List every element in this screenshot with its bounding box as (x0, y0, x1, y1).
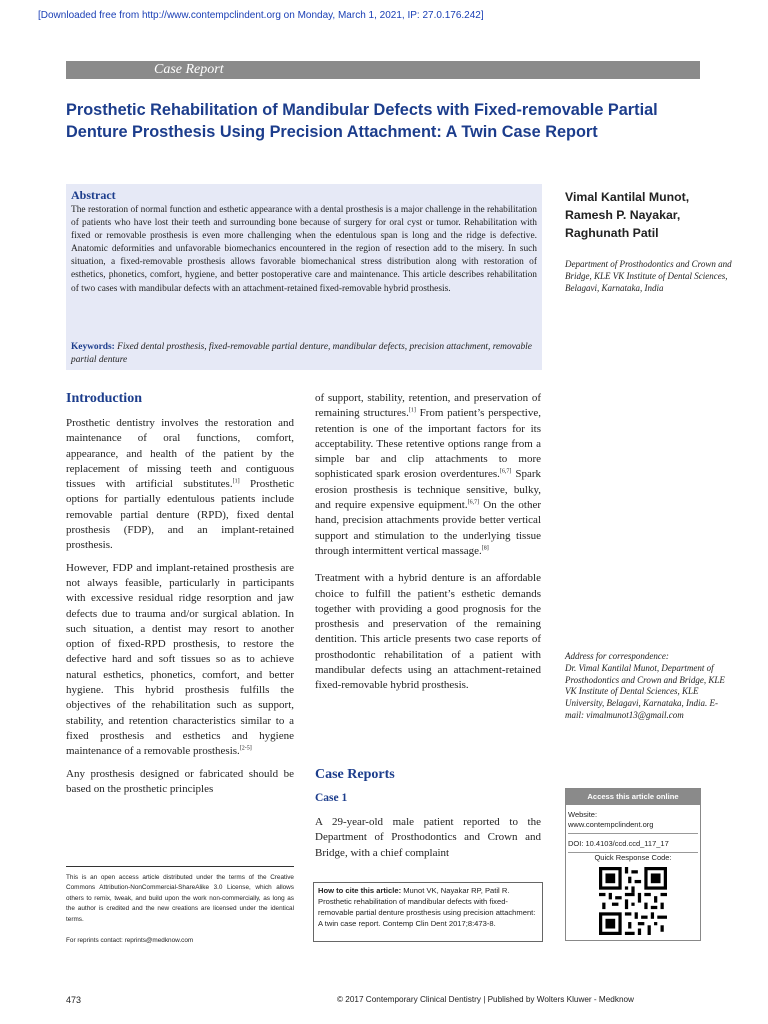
website-row (568, 810, 698, 834)
reference-mark[interactable]: [1] (232, 478, 240, 485)
abstract-heading: Abstract (71, 188, 116, 202)
column-middle (315, 391, 541, 701)
keywords-label: Keywords: (71, 342, 115, 352)
citation-text: How to cite this article: Munot VK, Nayakar RP, Patil R. Prosthetic rehabilitation of mandibular defects with fixed-removable partial denture prosthesis using precision attachment: A twin case report. Contemp Clin Dent 2017;8:473-8. (318, 886, 536, 928)
introduction-heading: Introduction (66, 391, 142, 406)
author-name: Raghunath Patil (565, 226, 659, 240)
author-list (565, 188, 755, 242)
case-reports-heading: Case Reports (315, 767, 395, 782)
reference-mark[interactable]: [6,7] (467, 499, 480, 506)
access-online-box (565, 788, 701, 941)
qr-label: Quick Response Code: (594, 853, 672, 862)
abstract-text: The restoration of normal function and esthetic appearance with a dental prosthesis is a major challenge in the rehabilitation of patients who have lost their teeth and surrounding bone because of surgery for oral cyst or tumor. Rehabilitation with fixed or removable prosthesis is even more challenging when the edentulous span is long and the ridge is defective. Anatomic deformities and unfavorable biomechanics encountered in the region of resection add to the misery. In such situation, a fixed-removable prosthesis allows favorable biomechanical stress distribution along with restoration of esthetics, phonetics, comfort, hygiene, and better postoperative care and maintenance. This article describes rehabilitation of two cases with mandibular defects with an attachment-retained fixed-removable hybrid prosthesis. (71, 205, 537, 294)
author-name: Ramesh P. Nayakar, (565, 208, 681, 222)
reference-mark[interactable]: [8] (481, 545, 489, 552)
doi-row[interactable]: DOI: 10.4103/ccd.ccd_117_17 (568, 839, 698, 853)
author-affiliation: Department of Prosthodontics and Crown and Bridge, KLE VK Institute of Dental Sciences, Belagavi, Karnataka, India (565, 259, 732, 294)
author-name: Vimal Kantilal Munot, (565, 190, 690, 204)
correspondence-address (565, 651, 725, 722)
paragraph: However, FDP and implant-retained prosthesis are not always feasible, particularly in participants with excessive residual ridge resorption and jaw defects due to trauma and/or surgical ablation. In such situation, a dentist may resort to another option of fixed-RPD prosthesis, to restore the defective hard and soft tissues so as to achieve natural esthetics, phonetics, comfort, and better hygiene. This hybrid prosthesis fulfills the objectives of the rehabilitation such as support, stability, and retention characteristics similar to a fixed prosthesis and esthetics and hygiene maintenance of a removable prosthesis.[2-5] (66, 561, 294, 758)
access-heading: Access this article online (566, 789, 700, 805)
reference-mark[interactable]: [6,7] (499, 468, 512, 475)
paragraph: Prosthetic dentistry involves the restoration and maintenance of oral functions, comfort, appearance, and health of the patient by the replacement of missing teeth and contiguous tissues with artificial substitutes.[1] Prosthetic options for partially edentulous patients include removable partial denture (RPD), fixed dental prosthesis (FDP), and an implant-retained prosthesis. (66, 417, 294, 552)
keywords-text: Fixed dental prosthesis, fixed-removable partial denture, mandibular defects, precision attachment, removable partial denture (71, 342, 532, 366)
reference-mark[interactable]: [2-5] (239, 745, 252, 752)
download-notice: [Downloaded free from http://www.contempclindent.org on Monday, March 1, 2021, IP: 27.0.176.242] (38, 10, 484, 21)
column-left (66, 416, 294, 804)
paragraph: Treatment with a hybrid denture is an affordable choice to fulfill the patient’s esthetic demands together with providing a good prognosis for the prosthesis and preservation of the remaining dentition. This article presents two case reports of prosthodontic rehabilitation of a patient with mandibular defects using an attachment-retained fixed-removable hybrid prosthesis. (315, 572, 541, 692)
correspondence-text: Dr. Vimal Kantilal Munot, Department of Prosthodontics and Crown and Bridge, KLE VK Institute of Dental Sciences, KLE University, Belagavi, Karnataka, India. E-mail: vimalmunot13@gmail.com (565, 662, 725, 720)
section-label-bar (66, 61, 700, 79)
qr-code-icon[interactable] (599, 867, 667, 935)
page-number: 473 (66, 995, 82, 1005)
reference-mark[interactable]: [1] (408, 407, 416, 414)
correspondence-label: Address for correspondence: (565, 651, 669, 661)
section-label: Case Report (154, 62, 224, 77)
website-label: Website: (568, 810, 598, 819)
journal-footer: © 2017 Contemporary Clinical Dentistry | Published by Wolters Kluwer - Medknow (337, 995, 634, 1004)
case1-heading: Case 1 (315, 792, 348, 804)
paragraph: of support, stability, retention, and preservation of remaining structures.[1] From patient’s perspective, retention is one of the important factors for its acceptability. These retentive options range from a simple bar and clip attachments to more sophisticated spark erosion overdentures.[6,7] Spark erosion prosthesis is technique sensitive, bulky, and require expensive equipment.[6,7] On the other hand, precision attachments provide better vertical support and stimulation to the underlying tissue through intermittent vertical massage.[8] (315, 392, 541, 557)
reprints-note: For reprints contact: reprints@medknow.com (66, 937, 194, 944)
abstract-box (66, 184, 542, 370)
footnote-divider (66, 866, 294, 867)
article-title: Prosthetic Rehabilitation of Mandibular Defects with Fixed-removable Partial Denture Prosthesis Using Precision Attachment: A Twin Case Report (66, 101, 658, 141)
case1-paragraph: A 29-year-old male patient reported to the Department of Prosthodontics and Crown and Bridge, with a chief complaint (315, 816, 541, 859)
citation-box (313, 882, 543, 942)
license-note: This is an open access article distributed under the terms of the Creative Commons Attribution-NonCommercial-ShareAlike 3.0 License, which allows others to remix, tweak, and build upon the work non-commercially, as long as the author is credited and the new creations are licensed under the identical terms. (66, 874, 294, 923)
paragraph: Any prosthesis designed or fabricated should be based on the prosthetic principles (66, 767, 294, 795)
website-link[interactable]: www.contempclindent.org (568, 820, 654, 829)
keywords (71, 341, 537, 367)
